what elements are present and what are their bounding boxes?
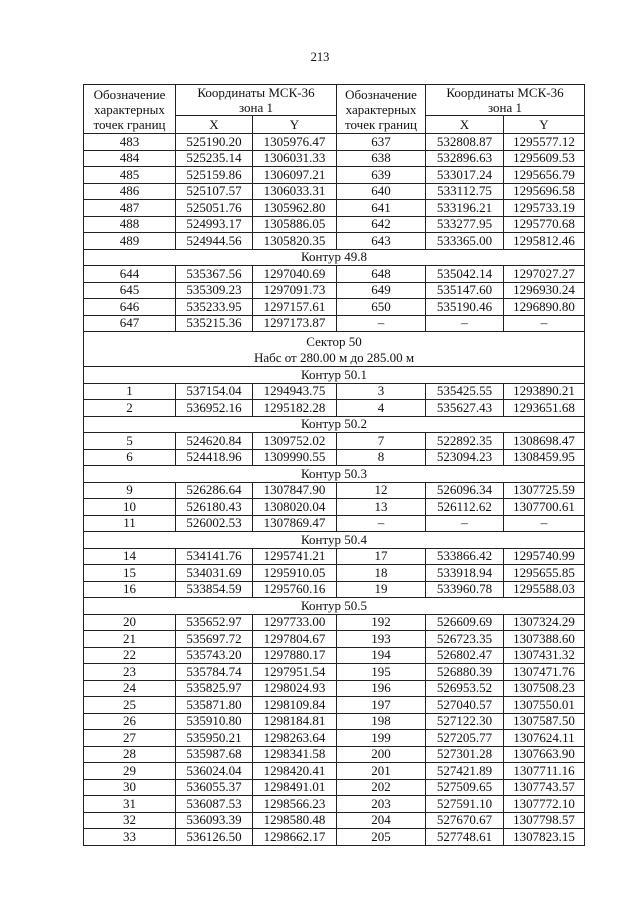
x-value-left: 536087.53 [176, 796, 253, 813]
x-value-left: 535309.23 [176, 282, 253, 299]
x-value-right: 533196.21 [426, 200, 504, 217]
point-id-right: 201 [337, 763, 426, 780]
x-value-left: 525107.57 [176, 183, 253, 200]
x-value-left: 535215.36 [176, 315, 253, 332]
x-value-left: 526002.53 [176, 515, 253, 532]
contour-heading-row [84, 367, 585, 384]
point-id-right: – [337, 515, 426, 532]
x-value-right: 535042.14 [426, 266, 504, 283]
y-value-left: 1297091.73 [253, 282, 337, 299]
header-row [84, 85, 585, 116]
y-value-right: 1308459.95 [504, 449, 585, 466]
point-id-left: 646 [84, 299, 176, 316]
table-row [84, 482, 585, 499]
y-value-left: 1297951.54 [253, 664, 337, 681]
x-value-left: 536055.37 [176, 779, 253, 796]
point-id-right: 638 [337, 150, 426, 167]
point-id-right: 195 [337, 664, 426, 681]
point-id-left: 21 [84, 631, 176, 648]
point-id-left: 14 [84, 548, 176, 565]
x-value-right: 527748.61 [426, 829, 504, 846]
x-value-left: 535910.80 [176, 713, 253, 730]
x-value-left: 536126.50 [176, 829, 253, 846]
x-value-left: 535950.21 [176, 730, 253, 747]
table-row [84, 713, 585, 730]
y-value-right: 1307772.10 [504, 796, 585, 813]
point-id-left: 16 [84, 581, 176, 598]
y-value-left: 1298184.81 [253, 713, 337, 730]
x-value-right: 532896.63 [426, 150, 504, 167]
y-value-right: 1295740.99 [504, 548, 585, 565]
point-id-left: 27 [84, 730, 176, 747]
point-id-right: 643 [337, 233, 426, 250]
point-id-right: 637 [337, 134, 426, 151]
y-value-right: – [504, 315, 585, 332]
x-value-left: 535987.68 [176, 746, 253, 763]
point-id-right: 198 [337, 713, 426, 730]
table-row [84, 383, 585, 400]
table-row [84, 548, 585, 565]
y-value-left: 1307869.47 [253, 515, 337, 532]
y-value-left: 1298566.23 [253, 796, 337, 813]
point-id-right: 19 [337, 581, 426, 598]
point-id-right: 3 [337, 383, 426, 400]
x-value-left: 525159.86 [176, 167, 253, 184]
x-value-left: 535871.80 [176, 697, 253, 714]
point-id-right: 4 [337, 400, 426, 417]
point-id-right: – [337, 315, 426, 332]
table-row [84, 614, 585, 631]
y-value-left: 1298263.64 [253, 730, 337, 747]
point-id-left: 28 [84, 746, 176, 763]
table-row [84, 730, 585, 747]
table-row [84, 796, 585, 813]
y-value-right: 1295577.12 [504, 134, 585, 151]
x-value-right: 527670.67 [426, 812, 504, 829]
contour-heading-row [84, 532, 585, 549]
x-value-left: 524418.96 [176, 449, 253, 466]
point-id-left: 485 [84, 167, 176, 184]
y-value-left: 1297733.00 [253, 614, 337, 631]
table-row [84, 449, 585, 466]
point-id-right: 17 [337, 548, 426, 565]
x-value-right: 533960.78 [426, 581, 504, 598]
x-value-left: 524944.56 [176, 233, 253, 250]
y-value-left: 1295741.21 [253, 548, 337, 565]
y-value-right: 1296890.80 [504, 299, 585, 316]
y-value-right: 1307663.90 [504, 746, 585, 763]
point-id-left: 5 [84, 433, 176, 450]
y-value-right: 1307624.11 [504, 730, 585, 747]
x-value-right: 526880.39 [426, 664, 504, 681]
contour-heading: Контур 50.3 [84, 466, 585, 483]
point-id-right: 642 [337, 216, 426, 233]
y-value-right: 1295770.68 [504, 216, 585, 233]
x-value-right: 527301.28 [426, 746, 504, 763]
y-value-right: 1307431.32 [504, 647, 585, 664]
y-value-left: 1309990.55 [253, 449, 337, 466]
point-id-left: 488 [84, 216, 176, 233]
table-row [84, 216, 585, 233]
x-value-left: 535784.74 [176, 664, 253, 681]
table-row [84, 565, 585, 582]
point-id-right: 18 [337, 565, 426, 582]
y-value-left: 1309752.02 [253, 433, 337, 450]
x-value-right: 526609.69 [426, 614, 504, 631]
y-value-left: 1298580.48 [253, 812, 337, 829]
x-value-right: 533112.75 [426, 183, 504, 200]
contour-heading: Контур 49.8 [84, 249, 585, 266]
table-row [84, 167, 585, 184]
x-value-left: 525190.20 [176, 134, 253, 151]
y-value-right: 1297027.27 [504, 266, 585, 283]
table-row [84, 134, 585, 151]
table-row [84, 183, 585, 200]
point-id-left: 23 [84, 664, 176, 681]
table-row [84, 697, 585, 714]
sector-heading [84, 332, 585, 367]
y-value-left: 1295182.28 [253, 400, 337, 417]
coordinates-table [83, 84, 585, 846]
contour-heading: Контур 50.4 [84, 532, 585, 549]
x-value-right: 526953.52 [426, 680, 504, 697]
point-id-left: 486 [84, 183, 176, 200]
sector-heading-line: Набс от 280.00 м до 285.00 м [253, 350, 415, 365]
y-value-left: 1297804.67 [253, 631, 337, 648]
x-value-right: 533918.94 [426, 565, 504, 582]
y-value-left: 1308020.04 [253, 499, 337, 516]
y-value-right: 1307388.60 [504, 631, 585, 648]
table-row [84, 233, 585, 250]
y-value-right: 1295609.53 [504, 150, 585, 167]
y-value-left: 1306031.33 [253, 150, 337, 167]
contour-heading: Контур 50.2 [84, 416, 585, 433]
point-id-right: 648 [337, 266, 426, 283]
table-row [84, 433, 585, 450]
point-id-left: 489 [84, 233, 176, 250]
x-value-left: 536093.39 [176, 812, 253, 829]
y-value-right: 1295812.46 [504, 233, 585, 250]
contour-heading-row [84, 416, 585, 433]
x-value-left: 534031.69 [176, 565, 253, 582]
table-row [84, 581, 585, 598]
y-value-right: 1295655.85 [504, 565, 585, 582]
x-value-right: 526723.35 [426, 631, 504, 648]
y-value-left: 1297040.69 [253, 266, 337, 283]
designation-header-right: Обозначение характерных точек границ [337, 85, 426, 134]
y-value-right: 1307587.50 [504, 713, 585, 730]
point-id-left: 1 [84, 383, 176, 400]
point-id-left: 10 [84, 499, 176, 516]
x-value-right: 526802.47 [426, 647, 504, 664]
point-id-left: 32 [84, 812, 176, 829]
x-value-right: 527509.65 [426, 779, 504, 796]
table-row [84, 266, 585, 283]
point-id-left: 9 [84, 482, 176, 499]
x-value-right: 535147.60 [426, 282, 504, 299]
x-header-left: X [176, 116, 253, 134]
point-id-right: 200 [337, 746, 426, 763]
point-id-right: 641 [337, 200, 426, 217]
point-id-left: 24 [84, 680, 176, 697]
table-row [84, 200, 585, 217]
x-value-left: 526180.43 [176, 499, 253, 516]
x-value-left: 536024.04 [176, 763, 253, 780]
y-value-left: 1295760.16 [253, 581, 337, 598]
point-id-right: 193 [337, 631, 426, 648]
designation-header-left: Обозначение характерных точек границ [84, 85, 176, 134]
y-value-right: 1293890.21 [504, 383, 585, 400]
table-row [84, 763, 585, 780]
y-value-right: 1296930.24 [504, 282, 585, 299]
point-id-left: 484 [84, 150, 176, 167]
x-value-right: 533866.42 [426, 548, 504, 565]
contour-heading-row [84, 466, 585, 483]
x-value-right: – [426, 315, 504, 332]
point-id-right: 203 [337, 796, 426, 813]
x-value-left: 535743.20 [176, 647, 253, 664]
x-header-right: X [426, 116, 504, 134]
y-value-right: 1293651.68 [504, 400, 585, 417]
y-value-left: 1298024.93 [253, 680, 337, 697]
x-value-right: 527591.10 [426, 796, 504, 813]
x-value-left: 524993.17 [176, 216, 253, 233]
contour-heading: Контур 50.1 [84, 367, 585, 384]
point-id-right: 639 [337, 167, 426, 184]
point-id-left: 15 [84, 565, 176, 582]
y-value-right: 1307798.57 [504, 812, 585, 829]
point-id-right: 12 [337, 482, 426, 499]
x-value-right: 527122.30 [426, 713, 504, 730]
y-value-right: 1295588.03 [504, 581, 585, 598]
x-value-right: – [426, 515, 504, 532]
x-value-right: 527421.89 [426, 763, 504, 780]
y-value-left: 1305962.80 [253, 200, 337, 217]
point-id-right: 205 [337, 829, 426, 846]
y-value-left: 1297157.61 [253, 299, 337, 316]
y-value-left: 1298662.17 [253, 829, 337, 846]
y-value-right: 1295733.19 [504, 200, 585, 217]
point-id-left: 644 [84, 266, 176, 283]
y-value-right: 1307823.15 [504, 829, 585, 846]
y-value-left: 1298491.01 [253, 779, 337, 796]
point-id-right: 649 [337, 282, 426, 299]
y-value-left: 1297173.87 [253, 315, 337, 332]
coordinates-table-body [84, 85, 585, 846]
y-value-right: 1307508.23 [504, 680, 585, 697]
table-row [84, 746, 585, 763]
x-value-right: 535190.46 [426, 299, 504, 316]
y-value-right: 1295656.79 [504, 167, 585, 184]
page-number: 213 [310, 50, 330, 64]
table-row [84, 631, 585, 648]
y-value-left: 1306097.21 [253, 167, 337, 184]
contour-heading-row [84, 598, 585, 615]
point-id-left: 31 [84, 796, 176, 813]
x-value-left: 524620.84 [176, 433, 253, 450]
table-row [84, 299, 585, 316]
x-value-right: 526096.34 [426, 482, 504, 499]
x-value-left: 536952.16 [176, 400, 253, 417]
point-id-right: 202 [337, 779, 426, 796]
point-id-left: 20 [84, 614, 176, 631]
y-value-left: 1305976.47 [253, 134, 337, 151]
contour-heading-row [84, 249, 585, 266]
x-value-right: 523094.23 [426, 449, 504, 466]
y-value-left: 1298420.41 [253, 763, 337, 780]
table-row [84, 499, 585, 516]
y-value-right: 1307550.01 [504, 697, 585, 714]
point-id-left: 11 [84, 515, 176, 532]
x-value-right: 535425.55 [426, 383, 504, 400]
y-value-left: 1298109.84 [253, 697, 337, 714]
point-id-left: 6 [84, 449, 176, 466]
table-row [84, 515, 585, 532]
point-id-right: 13 [337, 499, 426, 516]
point-id-left: 487 [84, 200, 176, 217]
point-id-right: 8 [337, 449, 426, 466]
x-value-left: 533854.59 [176, 581, 253, 598]
y-value-right: 1307700.61 [504, 499, 585, 516]
x-value-right: 533277.95 [426, 216, 504, 233]
point-id-left: 22 [84, 647, 176, 664]
point-id-right: 197 [337, 697, 426, 714]
x-value-left: 525051.76 [176, 200, 253, 217]
x-value-right: 527205.77 [426, 730, 504, 747]
y-value-right: 1307471.76 [504, 664, 585, 681]
point-id-right: 204 [337, 812, 426, 829]
point-id-right: 7 [337, 433, 426, 450]
table-row [84, 282, 585, 299]
point-id-left: 25 [84, 697, 176, 714]
table-row [84, 664, 585, 681]
point-id-left: 2 [84, 400, 176, 417]
x-value-left: 534141.76 [176, 548, 253, 565]
point-id-right: 650 [337, 299, 426, 316]
x-value-right: 535627.43 [426, 400, 504, 417]
x-value-right: 526112.62 [426, 499, 504, 516]
y-value-left: 1297880.17 [253, 647, 337, 664]
point-id-right: 192 [337, 614, 426, 631]
x-value-right: 533365.00 [426, 233, 504, 250]
table-row [84, 647, 585, 664]
y-header-left: Y [253, 116, 337, 134]
point-id-left: 647 [84, 315, 176, 332]
y-value-right: 1307725.59 [504, 482, 585, 499]
x-value-right: 533017.24 [426, 167, 504, 184]
y-value-left: 1298341.58 [253, 746, 337, 763]
table-row [84, 812, 585, 829]
y-value-left: 1295910.05 [253, 565, 337, 582]
x-value-left: 535652.97 [176, 614, 253, 631]
point-id-right: 199 [337, 730, 426, 747]
table-row [84, 680, 585, 697]
y-value-left: 1305886.05 [253, 216, 337, 233]
y-value-left: 1306033.31 [253, 183, 337, 200]
y-value-right: 1307324.29 [504, 614, 585, 631]
sector-heading-row [84, 332, 585, 367]
x-value-left: 535825.97 [176, 680, 253, 697]
contour-heading: Контур 50.5 [84, 598, 585, 615]
coords-header-left: Координаты МСК-36 зона 1 [176, 85, 337, 116]
y-value-right: 1307743.57 [504, 779, 585, 796]
y-value-right: 1307711.16 [504, 763, 585, 780]
y-header-right: Y [504, 116, 585, 134]
point-id-left: 29 [84, 763, 176, 780]
point-id-left: 26 [84, 713, 176, 730]
x-value-left: 535233.95 [176, 299, 253, 316]
y-value-right: 1308698.47 [504, 433, 585, 450]
table-row [84, 400, 585, 417]
point-id-left: 483 [84, 134, 176, 151]
x-value-right: 522892.35 [426, 433, 504, 450]
x-value-left: 537154.04 [176, 383, 253, 400]
y-value-left: 1307847.90 [253, 482, 337, 499]
table-row [84, 150, 585, 167]
x-value-left: 526286.64 [176, 482, 253, 499]
sector-heading-line: Сектор 50 [306, 334, 362, 349]
point-id-right: 194 [337, 647, 426, 664]
x-value-right: 532808.87 [426, 134, 504, 151]
table-row [84, 315, 585, 332]
y-value-right: 1295696.58 [504, 183, 585, 200]
x-value-left: 535367.56 [176, 266, 253, 283]
y-value-left: 1305820.35 [253, 233, 337, 250]
table-row [84, 829, 585, 846]
coords-header-right: Координаты МСК-36 зона 1 [426, 85, 585, 116]
x-value-left: 535697.72 [176, 631, 253, 648]
point-id-left: 33 [84, 829, 176, 846]
point-id-right: 640 [337, 183, 426, 200]
point-id-right: 196 [337, 680, 426, 697]
table-row [84, 779, 585, 796]
x-value-left: 525235.14 [176, 150, 253, 167]
y-value-right: – [504, 515, 585, 532]
point-id-left: 645 [84, 282, 176, 299]
y-value-left: 1294943.75 [253, 383, 337, 400]
point-id-left: 30 [84, 779, 176, 796]
x-value-right: 527040.57 [426, 697, 504, 714]
